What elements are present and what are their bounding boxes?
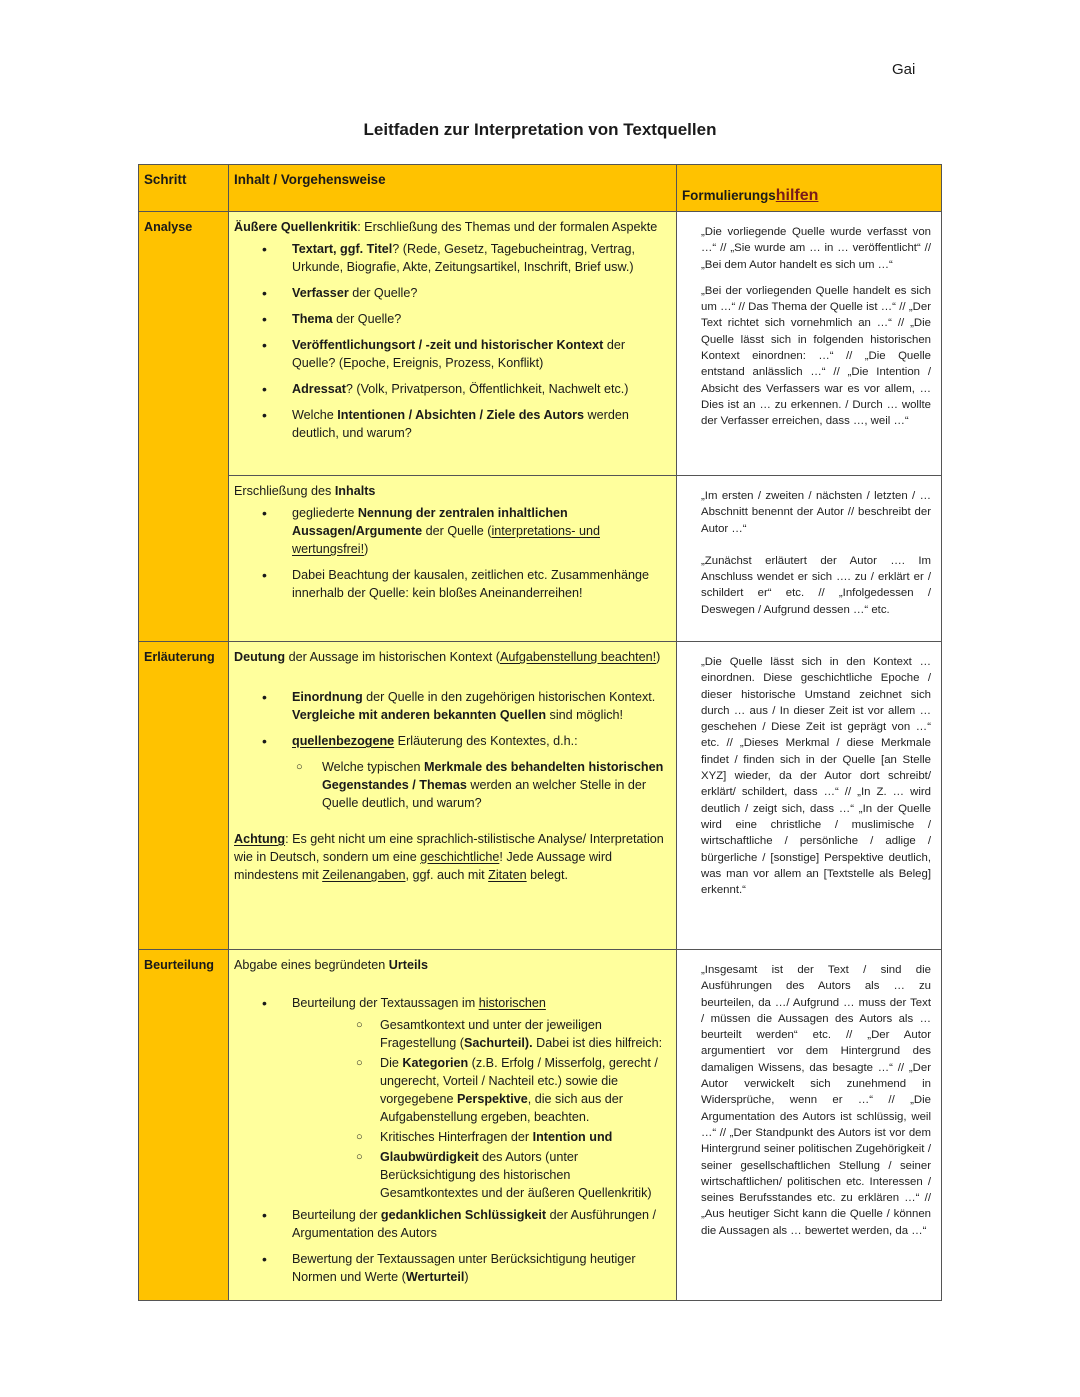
list-item: • Welche Intentionen / Absichten / Ziele des Autors werden deutlich, und warum? bbox=[292, 406, 671, 442]
list-item: • Adressat? (Volk, Privatperson, Öffentlichkeit, Nachwelt etc.) bbox=[292, 380, 671, 398]
row-inhalt bbox=[139, 476, 942, 642]
inhalt-content: Erschließung des Inhalts • gegliederte Nennung der zentralen inhaltlichen Aussagen/Argumente der Quelle (interpretations- und wertungsfrei!) • Dabei Beachtung der kausalen, zeitlichen etc. Zusammenhänge innerhalb der Quelle: kein bloßes Aneinanderreihen! bbox=[229, 476, 677, 642]
list-item: • Beurteilung der Textaussagen im historischen ○ Gesamtkontext und unter der jeweiligen Fragestellung (Sachurteil). Dabei ist dies hilfreich: ○ Die Kategorien (z.B. Erfolg / Misserfolg, gerecht / ungerecht, Vorteil / Nachteil etc.) sowie die vorgegebene Perspektive, die sich aus der Aufgabenstellung ergeben, beachten. ○ Kritisches Hinterfragen der Intention und ○ Glaubwürdigkeit des Autors (unter Berücksichtigung des historischen Gesamtkontextes und der äußeren Quellenkritik) bbox=[292, 994, 671, 1202]
step-analyse: Analyse bbox=[139, 212, 229, 642]
list-item: ○ Die Kategorien (z.B. Erfolg / Misserfolg, gerecht / ungerecht, Vorteil / Nachteil etc.) sowie die vorgegebene Perspektive, die sich aus der Aufgabenstellung ergeben, beachten. bbox=[380, 1054, 671, 1126]
step-erlaeuterung: Erläuterung bbox=[139, 642, 229, 950]
author-name: Gai bbox=[892, 61, 916, 78]
list-item: • Dabei Beachtung der kausalen, zeitlichen etc. Zusammenhänge innerhalb der Quelle: kein bloßes Aneinanderreihen! bbox=[292, 566, 671, 602]
list-item: • Einordnung der Quelle in den zugehörigen historischen Kontext. Vergleiche mit anderen bekannten Quellen sind möglich! bbox=[292, 688, 671, 724]
row-erlaeuterung bbox=[139, 642, 942, 950]
list-item: • gegliederte Nennung der zentralen inhaltlichen Aussagen/Argumente der Quelle (interpretations- und wertungsfrei!) bbox=[292, 504, 671, 558]
header-formulierungshilfen: Formulierungshilfen bbox=[677, 165, 942, 212]
list-item: • Textart, ggf. Titel? (Rede, Gesetz, Tagebucheintrag, Vertrag, Urkunde, Biografie, Akte, Zeitungsartikel, Inschrift, Brief usw.) bbox=[292, 240, 671, 276]
erlaeuterung-content: Deutung der Aussage im historischen Kontext (Aufgabenstellung beachten!) • Einordnung der Quelle in den zugehörigen historischen Kontext. Vergleiche mit anderen bekannten Quellen sind möglich! • quellenbezogene Erläuterung des Kontextes, d.h.: ○ Welche typischen Merkmale des behandelten historischen Gegenstandes / Themas werden an welcher Stelle in der Quelle deutlich, und warum? Achtung: Es geht nicht um eine sprachlich-stilistische Analyse/ Interpretation wie in Deutsch, sondern um eine geschichtliche! Jede Aussage wird mindestens mit Zeilenangaben, ggf. auch mit Zitaten belegt. bbox=[229, 642, 677, 950]
table-header-row bbox=[139, 165, 942, 212]
list-item: ○ Kritisches Hinterfragen der Intention und bbox=[380, 1128, 671, 1146]
list-item: • Thema der Quelle? bbox=[292, 310, 671, 328]
erlaeuterung-hilfen: „Die Quelle lässt sich in den Kontext … einordnen. Diese geschichtliche Epoche / dieser historische Umstand zeichnet sich durch … aus / In dieser Zeit ist vor allem … geschehen / Diese Zeit ist geprägt von …“ etc. // „Dieses Merkmal / diese Merkmale findet / finden sich in der Quelle [an Stelle XYZ] wieder, da der Autor dort schreibt/ erklärt/ schildert, dass …“ // „In Z. … wird deutlich / zeigt sich, dass …“ „In der Quelle wird eine christliche / muslimische / wirtschaftliche / persönliche / adlige / bürgerliche / [sonstige] Perspektive deutlich, was man vor allem an [Textstelle als Beleg] erkennt.“ bbox=[677, 642, 942, 950]
list-item: ○ Gesamtkontext und unter der jeweiligen Fragestellung (Sachurteil). Dabei ist dies hilfreich: bbox=[380, 1016, 671, 1052]
list-item: • Bewertung der Textaussagen unter Berücksichtigung heutiger Normen und Werte (Werturteil) bbox=[292, 1250, 671, 1286]
analyse-hilfen: „Die vorliegende Quelle wurde verfasst von …“ // „Sie wurde am … in … veröffentlicht“ // „Bei dem Autor handelt es sich um …“ „Bei der vorliegenden Quelle handelt es sich um …“ // Das Thema der Quelle ist …“ // „Der Text richtet sich vornehmlich an …“ // „Die Quelle lässt sich in folgenden historischen Kontext einordnen: …“ // „Die Quelle entstand anlässlich …“ // „Die Intention / Absicht des Verfassers war es vor allem, … Dies ist an … zu erkennen. / Durch … wollte der Verfasser erreichen, dass …, weil …“ bbox=[677, 212, 942, 476]
guide-table bbox=[138, 164, 942, 1301]
list-item: • quellenbezogene Erläuterung des Kontextes, d.h.: bbox=[292, 732, 671, 750]
list-item: • Veröffentlichungsort / -zeit und historischer Kontext der Quelle? (Epoche, Ereignis, Prozess, Konflikt) bbox=[292, 336, 671, 372]
list-item: • Verfasser der Quelle? bbox=[292, 284, 671, 302]
analyse-content: Äußere Quellenkritik: Erschließung des Themas und der formalen Aspekte • Textart, ggf. Titel? (Rede, Gesetz, Tagebucheintrag, Vertrag, Urkunde, Biografie, Akte, Zeitungsartikel, Inschrift, Brief usw.) • Verfasser der Quelle? • Thema der Quelle? • Veröffentlichungsort / -zeit und historischer Kontext der Quelle? (Epoche, Ereignis, Prozess, Konflikt) • Adressat? (Volk, Privatperson, Öffentlichkeit, Nachwelt etc.) • Welche Intentionen / Absichten / Ziele des Autors werden deutlich, und warum? bbox=[229, 212, 677, 476]
inhalt-hilfen: „Im ersten / zweiten / nächsten / letzten / … Abschnitt benennt der Autor // beschreibt der Autor …“ „Zunächst erläutert der Autor …. Im Anschluss wendet er sich …. zu / erklärt er / schildert er“ etc. // „Infolgedessen / Deswegen / Aufgrund dessen …“ etc. bbox=[677, 476, 942, 642]
list-item: • Beurteilung der gedanklichen Schlüssigkeit der Ausführungen / Argumentation des Autors bbox=[292, 1206, 671, 1242]
step-beurteilung: Beurteilung bbox=[139, 950, 229, 1301]
row-analyse bbox=[139, 212, 942, 476]
header-schritt: Schritt bbox=[139, 165, 229, 212]
list-item: ○ Welche typischen Merkmale des behandelten historischen Gegenstandes / Themas werden an welcher Stelle in der Quelle deutlich, und warum? bbox=[322, 758, 671, 812]
beurteilung-content: Abgabe eines begründeten Urteils • Beurteilung der Textaussagen im historischen ○ Gesamtkontext und unter der jeweiligen Fragestellung (Sachurteil). Dabei ist dies hilfreich: ○ Die Kategorien (z.B. Erfolg / Misserfolg, gerecht / ungerecht, Vorteil / Nachteil etc.) sowie die vorgegebene Perspektive, die sich aus der Aufgabenstellung ergeben, beachten. ○ Kritisches Hinterfragen der Intention und ○ Glaubwürdigkeit des Autors (unter Berücksichtigung des historischen Gesamtkontextes und der äußeren Quellenkritik) • Beurteilung der gedanklichen Schlüssigkeit der Ausführungen / Argumentation des Autors • Bewertung der Textaussagen unter Berücksichtigung heutiger Normen und Werte (Werturteil) bbox=[229, 950, 677, 1301]
beurteilung-hilfen: „Insgesamt ist der Text / sind die Ausführungen des Autors als … zu beurteilen, da …/ Aufgrund … muss der Text / müssen die Aussagen des Autors als … beurteilt werden“ etc. // „Der Autor argumentiert vor dem Hintergrund des damaligen Wissens, das besagte …“ // „Der Autor verwickelt sich zunehmend in Widersprüche, wenn er …“ // „Die Argumentation des Autors ist schlüssig, weil …“ // „Der Standpunkt des Autors ist vor dem Hintergrund seiner politischen Zugehörigkeit / seiner gesellschaftlichen Stellung / seiner wirtschaftlichen/ politischen etc. Interessen / seines Berufsstandes etc. zu erklären …“ // „Aus heutiger Sicht kann die Quelle / können die Aussagen als … bewertet werden, da …“ bbox=[677, 950, 942, 1301]
page-title: Leitfaden zur Interpretation von Textquellen bbox=[363, 120, 717, 139]
row-beurteilung bbox=[139, 950, 942, 1301]
header-inhalt: Inhalt / Vorgehensweise bbox=[229, 165, 677, 212]
list-item: ○ Glaubwürdigkeit des Autors (unter Berücksichtigung des historischen Gesamtkontextes und der äußeren Quellenkritik) bbox=[380, 1148, 671, 1202]
